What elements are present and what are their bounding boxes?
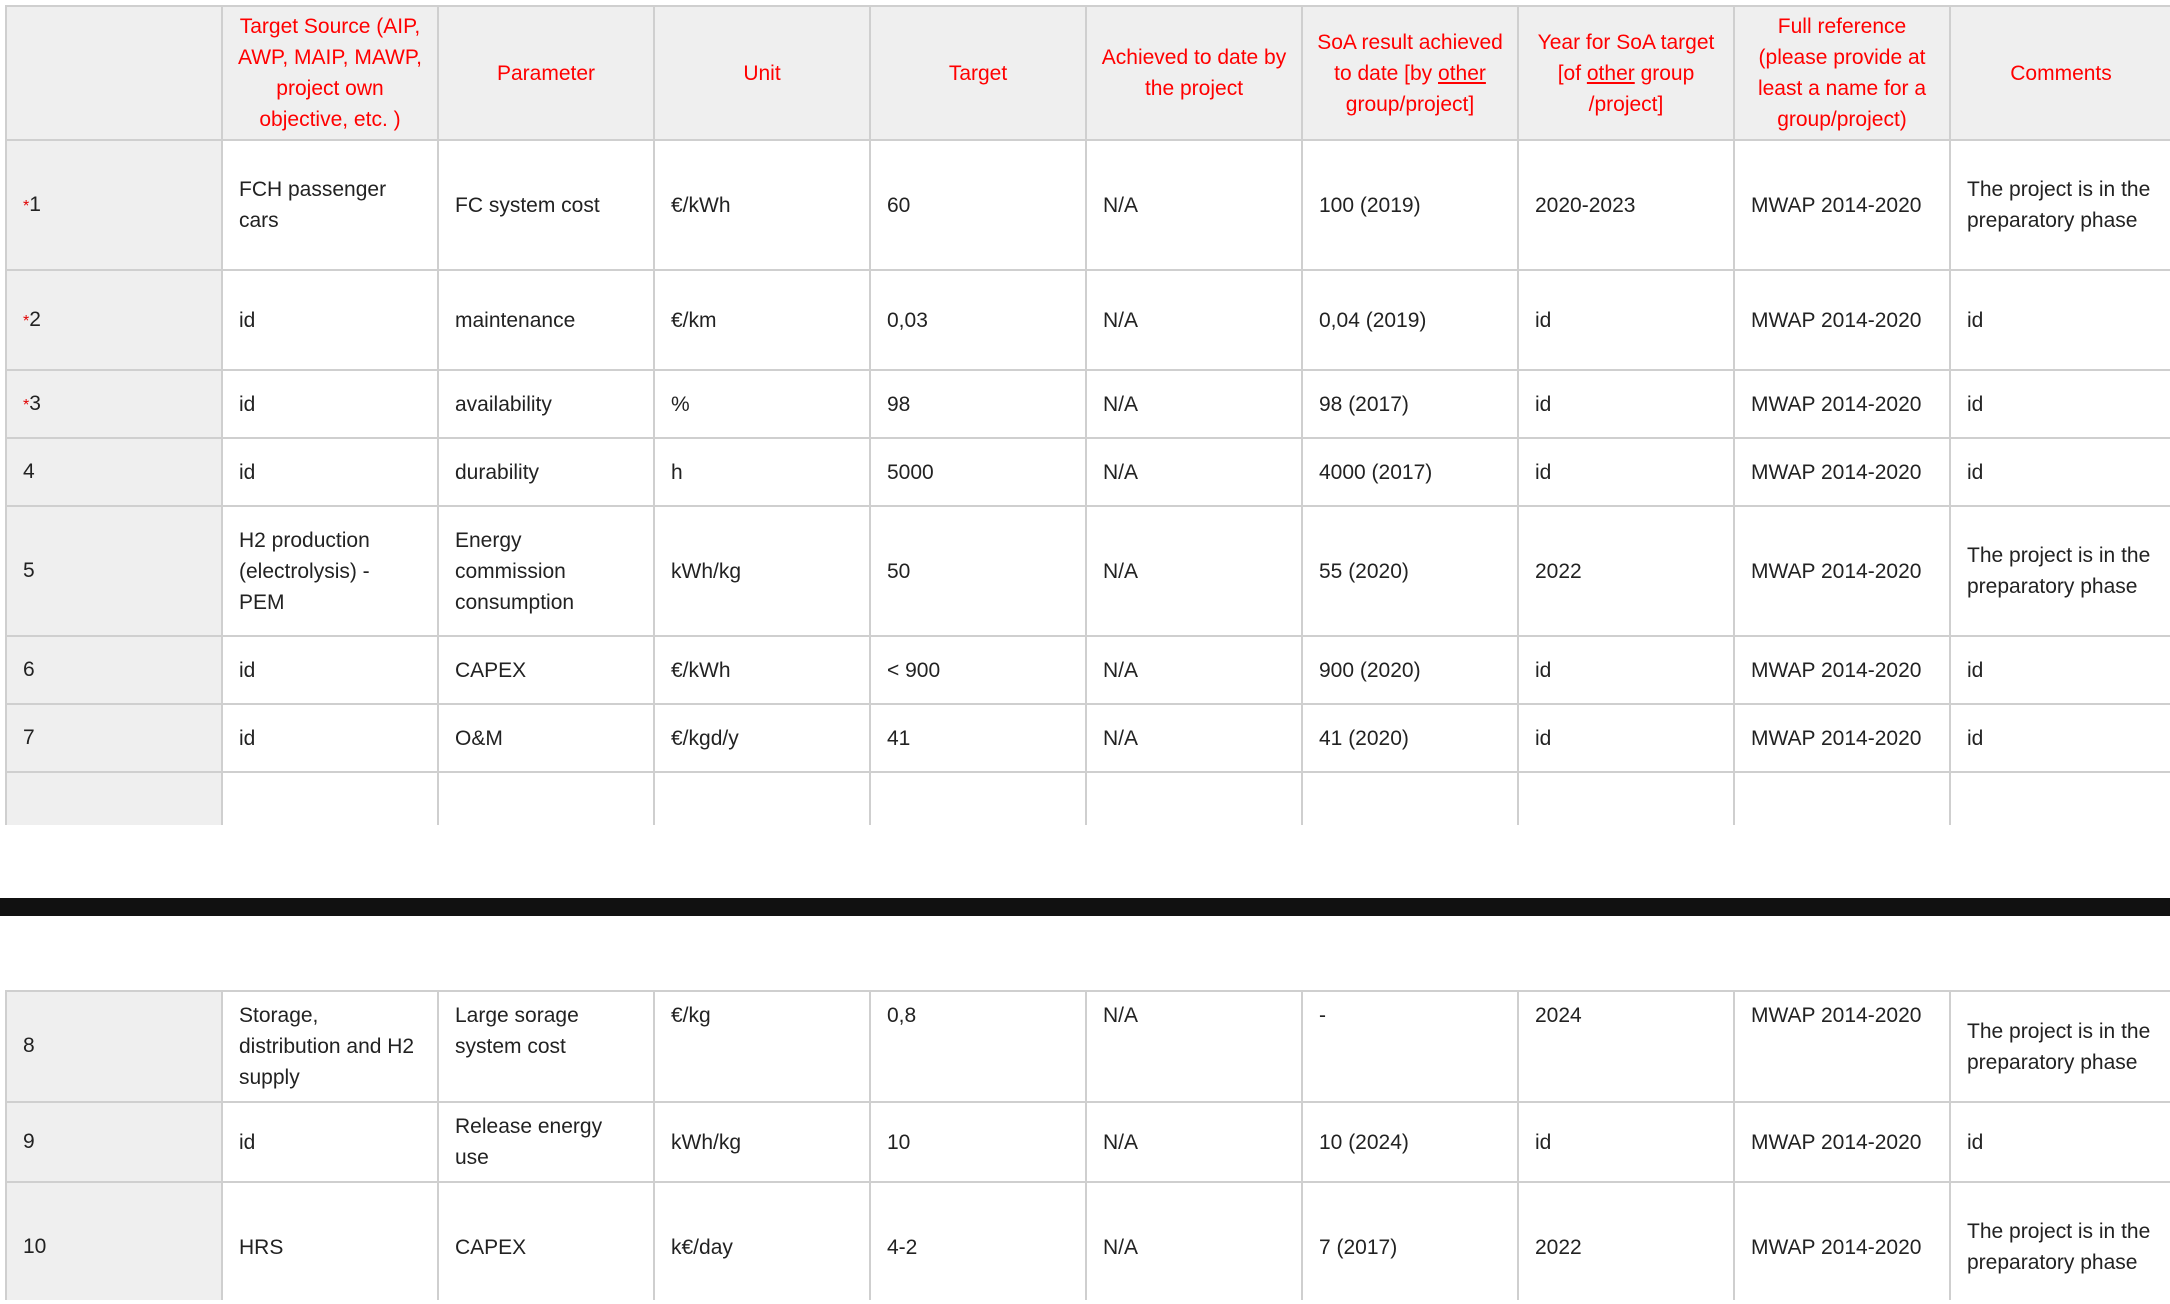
table-row bbox=[6, 506, 2170, 636]
header-target-source: Target Source (AIP, AWP, MAIP, MAWP, project own objective, etc. ) bbox=[222, 6, 438, 140]
header-target: Target bbox=[870, 6, 1086, 140]
row-index bbox=[6, 1182, 222, 1300]
cell-source: id bbox=[222, 270, 438, 370]
cell-parameter: CAPEX bbox=[438, 636, 654, 704]
table-row bbox=[6, 270, 2170, 370]
cell-year: id bbox=[1518, 636, 1734, 704]
header-comments: Comments bbox=[1950, 6, 2170, 140]
table-row bbox=[6, 370, 2170, 438]
cell-reference: MWAP 2014-2020 bbox=[1734, 1102, 1950, 1182]
cell-source: id bbox=[222, 1102, 438, 1182]
cell-year: id bbox=[1518, 438, 1734, 506]
cell-reference: MWAP 2014-2020 bbox=[1734, 370, 1950, 438]
cell-achieved: N/A bbox=[1086, 1182, 1302, 1300]
cell-source: HRS bbox=[222, 1182, 438, 1300]
cell-source: id bbox=[222, 438, 438, 506]
cell-reference: MWAP 2014-2020 bbox=[1734, 140, 1950, 270]
cell-reference: MWAP 2014-2020 bbox=[1734, 438, 1950, 506]
targets-table bbox=[5, 5, 2170, 825]
cell-comments: The project is in the preparatory phase bbox=[1950, 991, 2170, 1102]
cell-unit: kWh/kg bbox=[654, 1102, 870, 1182]
cell-soa: 55 (2020) bbox=[1302, 506, 1518, 636]
header-index bbox=[6, 6, 222, 140]
cell-target: 0,8 bbox=[870, 991, 1086, 1102]
header-unit: Unit bbox=[654, 6, 870, 140]
cell-soa: 0,04 (2019) bbox=[1302, 270, 1518, 370]
empty-row bbox=[6, 772, 2170, 825]
cell-year: 2022 bbox=[1518, 1182, 1734, 1300]
row-number: 6 bbox=[23, 657, 35, 681]
row-index bbox=[6, 140, 222, 270]
cell-reference: MWAP 2014-2020 bbox=[1734, 506, 1950, 636]
cell-unit: kWh/kg bbox=[654, 506, 870, 636]
cell-parameter: CAPEX bbox=[438, 1182, 654, 1300]
header-soa: SoA result achieved to date [by other group/project] bbox=[1302, 6, 1518, 140]
cell-year: 2024 bbox=[1518, 991, 1734, 1102]
cell-reference: MWAP 2014-2020 bbox=[1734, 270, 1950, 370]
cell-target: 4-2 bbox=[870, 1182, 1086, 1300]
targets-table-bottom bbox=[5, 990, 2170, 1300]
cell-parameter: Release energy use bbox=[438, 1102, 654, 1182]
cell-soa: 100 (2019) bbox=[1302, 140, 1518, 270]
row-index bbox=[6, 438, 222, 506]
header-reference: Full reference (please provide at least a name for a group/project) bbox=[1734, 6, 1950, 140]
cell-target: 41 bbox=[870, 704, 1086, 772]
cell-comments: The project is in the preparatory phase bbox=[1950, 140, 2170, 270]
cell-comments: The project is in the preparatory phase bbox=[1950, 1182, 2170, 1300]
cell-year: id bbox=[1518, 370, 1734, 438]
cell-comments: id bbox=[1950, 704, 2170, 772]
targets-table-top bbox=[5, 5, 2170, 825]
row-number: 3 bbox=[29, 391, 41, 415]
cell-soa: - bbox=[1302, 991, 1518, 1102]
cell-achieved: N/A bbox=[1086, 270, 1302, 370]
cell-comments: id bbox=[1950, 636, 2170, 704]
cell-parameter: Energy commission consumption bbox=[438, 506, 654, 636]
cell-target: < 900 bbox=[870, 636, 1086, 704]
cell-parameter: durability bbox=[438, 438, 654, 506]
table-row bbox=[6, 1182, 2170, 1300]
table-row bbox=[6, 140, 2170, 270]
row-index bbox=[6, 991, 222, 1102]
cell-comments: id bbox=[1950, 270, 2170, 370]
cell-target: 5000 bbox=[870, 438, 1086, 506]
cell-unit: €/kWh bbox=[654, 140, 870, 270]
row-index bbox=[6, 270, 222, 370]
cell-achieved: N/A bbox=[1086, 704, 1302, 772]
cell-soa: 10 (2024) bbox=[1302, 1102, 1518, 1182]
cell-achieved: N/A bbox=[1086, 370, 1302, 438]
cell-source: id bbox=[222, 370, 438, 438]
cell-unit: €/kgd/y bbox=[654, 704, 870, 772]
cell-soa: 41 (2020) bbox=[1302, 704, 1518, 772]
cell-soa: 98 (2017) bbox=[1302, 370, 1518, 438]
header-row bbox=[6, 6, 2170, 140]
page-divider bbox=[0, 898, 2170, 916]
cell-target: 10 bbox=[870, 1102, 1086, 1182]
cell-source: FCH passenger cars bbox=[222, 140, 438, 270]
cell-year: 2020-2023 bbox=[1518, 140, 1734, 270]
cell-reference: MWAP 2014-2020 bbox=[1734, 991, 1950, 1102]
row-number: 8 bbox=[23, 1034, 35, 1057]
table-row bbox=[6, 438, 2170, 506]
cell-unit: €/kg bbox=[654, 991, 870, 1102]
cell-reference: MWAP 2014-2020 bbox=[1734, 704, 1950, 772]
header-soa-other: other bbox=[1438, 61, 1486, 85]
header-parameter: Parameter bbox=[438, 6, 654, 140]
cell-reference: MWAP 2014-2020 bbox=[1734, 636, 1950, 704]
cell-unit: k€/day bbox=[654, 1182, 870, 1300]
cell-achieved: N/A bbox=[1086, 991, 1302, 1102]
cell-comments: id bbox=[1950, 370, 2170, 438]
cell-soa: 7 (2017) bbox=[1302, 1182, 1518, 1300]
cell-comments: id bbox=[1950, 438, 2170, 506]
table-body-top bbox=[6, 140, 2170, 772]
row-number: 2 bbox=[29, 307, 41, 331]
cell-soa: 900 (2020) bbox=[1302, 636, 1518, 704]
cell-source: Storage, distribution and H2 supply bbox=[222, 991, 438, 1102]
row-index bbox=[6, 370, 222, 438]
table-row bbox=[6, 1102, 2170, 1182]
table-body-bottom bbox=[6, 991, 2170, 1300]
cell-source: id bbox=[222, 636, 438, 704]
required-marker: * bbox=[23, 396, 30, 414]
cell-unit: % bbox=[654, 370, 870, 438]
cell-year: 2022 bbox=[1518, 506, 1734, 636]
required-marker: * bbox=[23, 312, 30, 330]
cell-achieved: N/A bbox=[1086, 140, 1302, 270]
row-number: 1 bbox=[29, 192, 41, 216]
row-index bbox=[6, 1102, 222, 1182]
cell-source: H2 production (electrolysis) - PEM bbox=[222, 506, 438, 636]
cell-achieved: N/A bbox=[1086, 438, 1302, 506]
row-number: 4 bbox=[23, 459, 35, 483]
cell-year: id bbox=[1518, 270, 1734, 370]
cell-target: 60 bbox=[870, 140, 1086, 270]
cell-unit: €/km bbox=[654, 270, 870, 370]
targets-table-continued bbox=[5, 990, 2170, 1300]
header-year: Year for SoA target [of other group /project] bbox=[1518, 6, 1734, 140]
cell-source: id bbox=[222, 704, 438, 772]
row-number: 7 bbox=[23, 725, 35, 749]
cell-unit: h bbox=[654, 438, 870, 506]
cell-comments: id bbox=[1950, 1102, 2170, 1182]
cell-reference: MWAP 2014-2020 bbox=[1734, 1182, 1950, 1300]
cell-year: id bbox=[1518, 1102, 1734, 1182]
row-number: 9 bbox=[23, 1129, 35, 1153]
cell-target: 98 bbox=[870, 370, 1086, 438]
row-index bbox=[6, 636, 222, 704]
required-marker: * bbox=[23, 197, 30, 215]
table-row bbox=[6, 636, 2170, 704]
cell-achieved: N/A bbox=[1086, 506, 1302, 636]
cell-unit: €/kWh bbox=[654, 636, 870, 704]
cell-comments: The project is in the preparatory phase bbox=[1950, 506, 2170, 636]
cell-achieved: N/A bbox=[1086, 636, 1302, 704]
cell-achieved: N/A bbox=[1086, 1102, 1302, 1182]
cell-target: 50 bbox=[870, 506, 1086, 636]
row-number: 5 bbox=[23, 558, 35, 582]
table-row bbox=[6, 704, 2170, 772]
row-number: 10 bbox=[23, 1234, 47, 1258]
cell-parameter: FC system cost bbox=[438, 140, 654, 270]
cell-target: 0,03 bbox=[870, 270, 1086, 370]
cell-parameter: Large sorage system cost bbox=[438, 991, 654, 1102]
cell-year: id bbox=[1518, 704, 1734, 772]
row-index bbox=[6, 704, 222, 772]
cell-parameter: maintenance bbox=[438, 270, 654, 370]
header-year-other: other bbox=[1586, 61, 1635, 85]
header-achieved: Achieved to date by the project bbox=[1086, 6, 1302, 140]
table-row bbox=[6, 991, 2170, 1102]
cell-parameter: O&M bbox=[438, 704, 654, 772]
cell-parameter: availability bbox=[438, 370, 654, 438]
row-index bbox=[6, 506, 222, 636]
cell-soa: 4000 (2017) bbox=[1302, 438, 1518, 506]
